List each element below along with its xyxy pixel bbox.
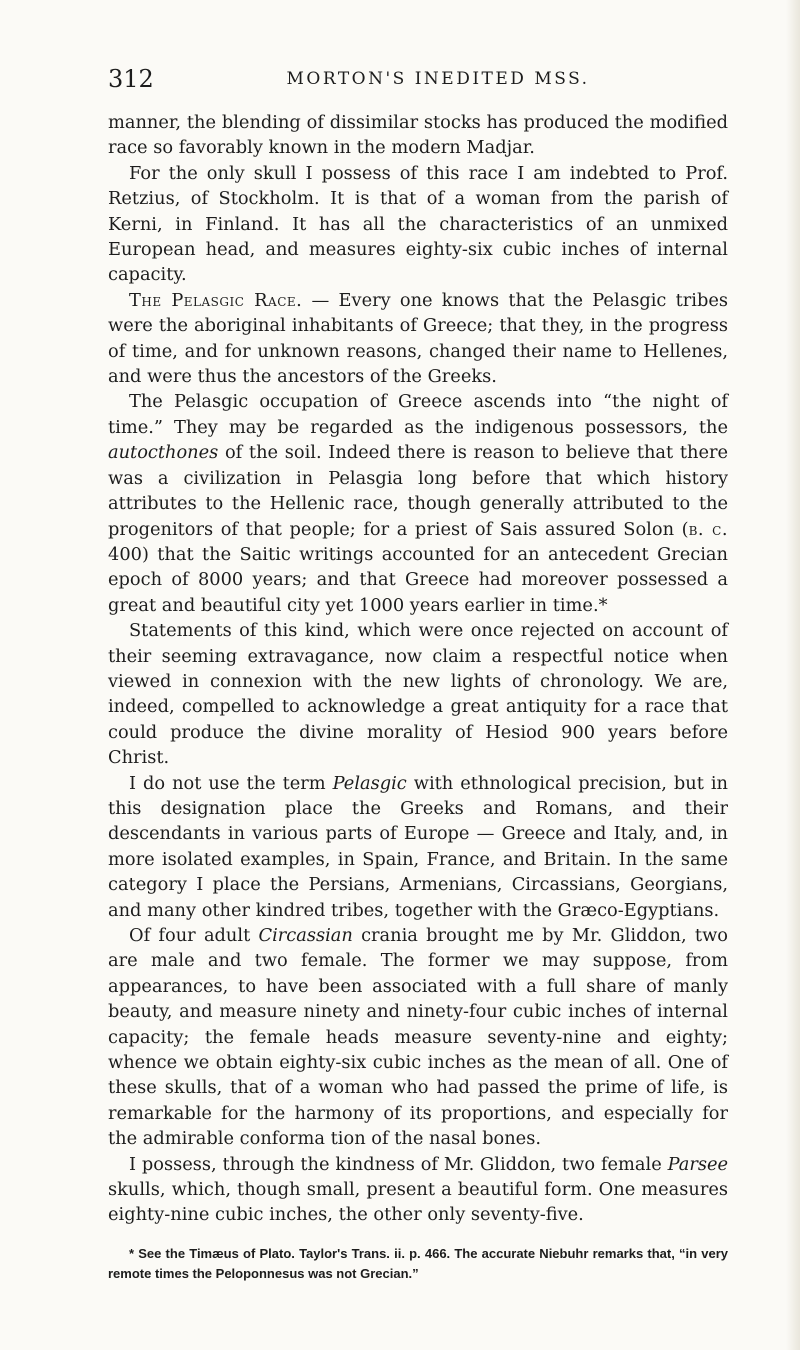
- paragraph-text: Of four adult: [129, 925, 259, 946]
- paragraph-1: [108, 110, 728, 161]
- paragraph-2: [108, 161, 728, 288]
- section-heading: The Pelasgic Race.: [129, 289, 303, 311]
- running-title: MORTON'S INEDITED MSS.: [286, 69, 590, 89]
- page-header: [108, 64, 728, 94]
- paragraph-3: [108, 288, 728, 390]
- paragraph-text: of the soil. Indeed there is reason to believe that there was a civilization in Pelasgia long before that which history attributes to the Hellenic race, though generally attributed to the progenitors of that people; for a priest of Sais assured Solon (: [108, 442, 728, 540]
- paragraph-text: manner, the blending of dissimilar stocks has produced the modified race so favorably known in the modern Madjar.: [108, 112, 728, 159]
- italic-term: Pelasgic: [332, 772, 407, 794]
- footnote: * See the Timæus of Plato. Taylor's Trans. ii. p. 466. The accurate Niebuhr remarks that, “in very remote times the Peloponnesus was not Grecian.”: [108, 1245, 728, 1281]
- paragraph-text: 400) that the Saitic writings accounted for an antecedent Grecian epoch of 8000 years; and that Greece had moreover possessed a great and beautiful city yet 1000 years earlier in time.*: [108, 543, 728, 616]
- paragraph-text: — Every one knows that the Pelasgic tribes were the aboriginal inhabitants of Greece; that they, in the progress of time, and for unknown reasons, changed their name to Hellenes, and were thus the ancestors of the Greeks.: [108, 289, 728, 388]
- paragraph-text: Statements of this kind, which were once rejected on account of their seeming extravagance, now claim a respectful notice when viewed in connexion with the new lights of chronology. We are, indeed, compelled to acknowledge a great antiquity for a race that could produce the divine morality of Hesiod 900 years before Christ.: [108, 620, 728, 769]
- paragraph-text: skulls, which, though small, present a beautiful form. One measures eighty-nine cubic inches, the other only seventy-five.: [108, 1179, 728, 1226]
- paragraph-text: The Pelasgic occupation of Greece ascends into “the night of time.” They may be regarded as the indigenous possessors, the: [108, 391, 728, 438]
- paragraph-4: [108, 389, 728, 618]
- paragraph-7: [108, 923, 728, 1152]
- paragraph-text: crania brought me by Mr. Gliddon, two are male and two female. The former we may suppose, from appearances, to have been associated with a full share of manly beauty, and measure ninety and ninety-four cubic inches of internal capacity; the female heads measure seventy-nine and eighty; whence we obtain eighty-six cubic inches as the mean of all. One of these skulls, that of a woman who had passed the prime of life, is remarkable for the harmony of its proportions, and especially for the admirable conforma tion of the nasal bones.: [108, 925, 728, 1150]
- paragraph-5: [108, 618, 728, 770]
- page-edge-shadow: [786, 0, 800, 1350]
- paragraph-8: [108, 1152, 728, 1228]
- paragraph-text: For the only skull I possess of this race I am indebted to Prof. Retzius, of Stockholm. It is that of a woman from the parish of Kerni, in Finland. It has all the characteristics of an unmixed European head, and measures eighty-six cubic inches of internal capacity.: [108, 162, 728, 286]
- paragraph-text: with ethnological precision, but in this designation place the Greeks and Romans, and their descendants in various parts of Europe — Greece and Italy, and, in more isolated examples, in Spain, France, and Britain. In the same category I place the Persians, Armenians, Circassians, Georgians, and many other kindred tribes, together with the Græco-Egyptians.: [108, 772, 729, 921]
- page-number: 312: [108, 65, 154, 93]
- paragraph-6: [108, 771, 728, 923]
- paragraph-text: I possess, through the kindness of Mr. Gliddon, two female: [129, 1153, 668, 1175]
- italic-term: Circassian: [258, 925, 353, 946]
- page-body: [108, 110, 728, 1284]
- paragraph-text: I do not use the term: [129, 772, 333, 794]
- era-abbreviation: b. c.: [688, 518, 728, 540]
- italic-term: autocthones: [108, 442, 219, 464]
- italic-term: Parsee: [667, 1153, 728, 1175]
